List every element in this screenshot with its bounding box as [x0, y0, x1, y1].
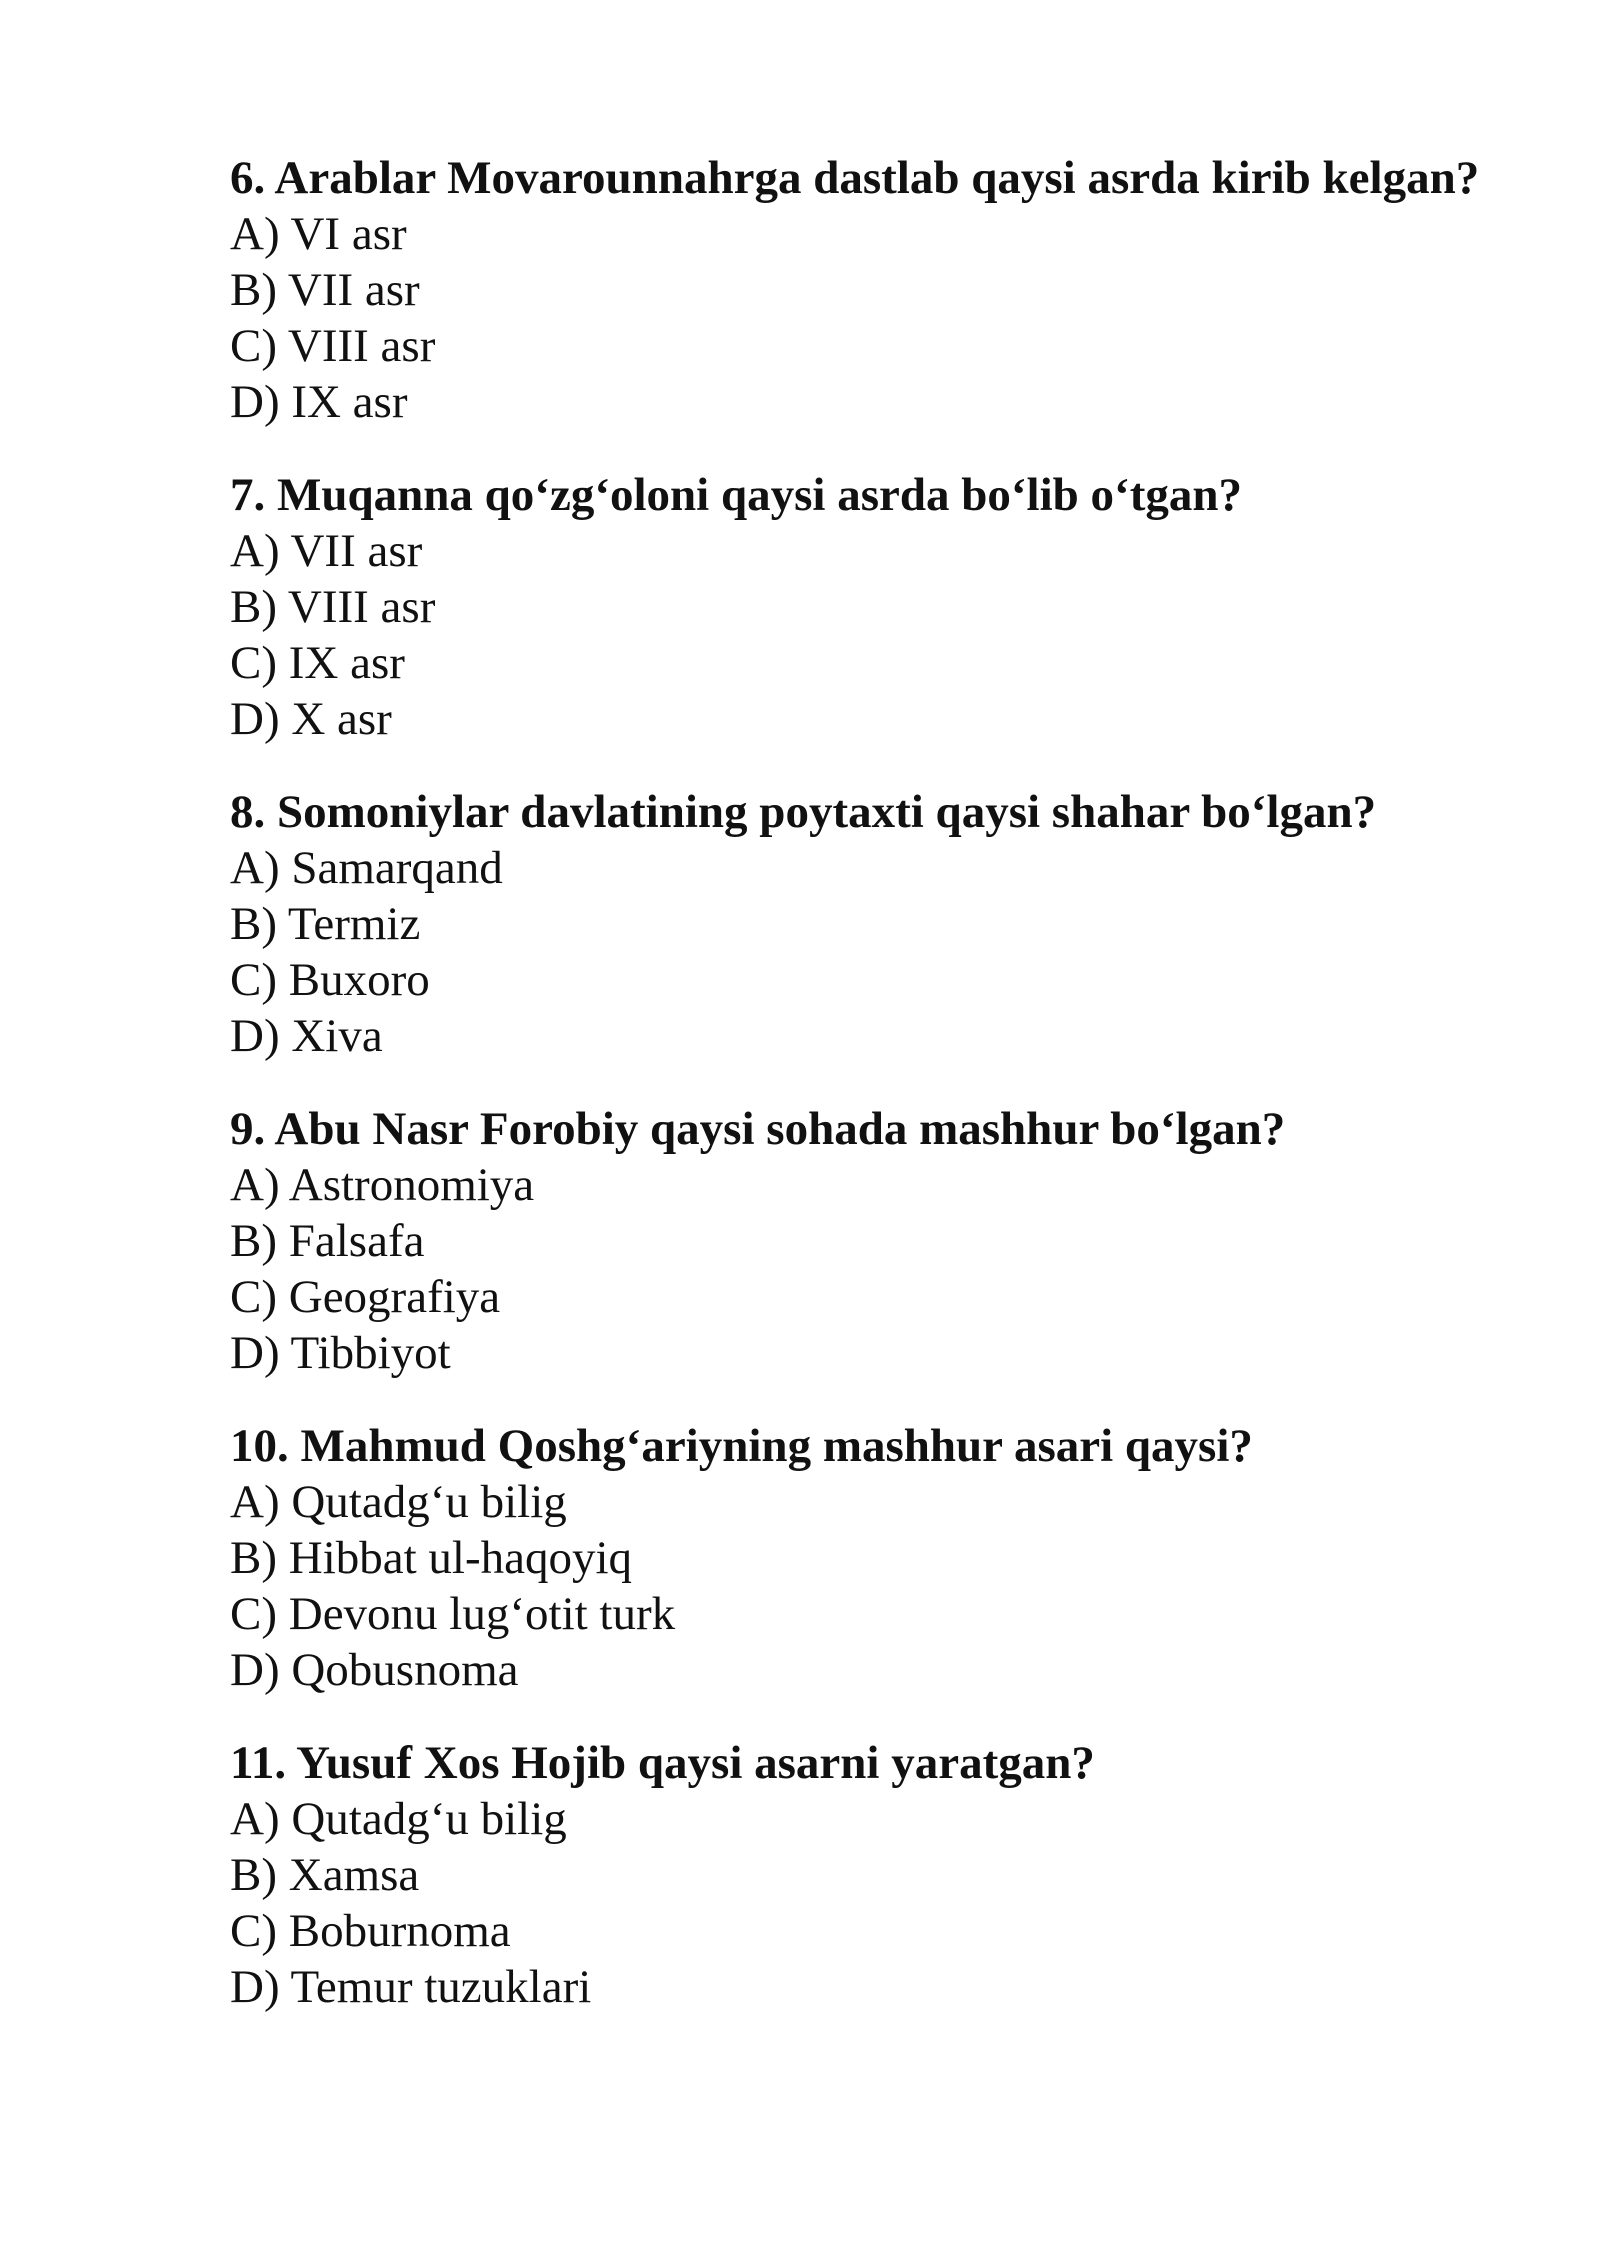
- answer-option: A) VII asr: [230, 525, 423, 577]
- answer-option: D) X asr: [230, 693, 392, 745]
- question-title: 8. Somoniylar davlatining poytaxti qaysi shahar bo‘lgan?: [230, 786, 1377, 838]
- question-block: [230, 784, 1490, 1064]
- answer-option: A) Samarqand: [230, 842, 503, 894]
- question-title: 9. Abu Nasr Forobiy qaysi sohada mashhur bo‘lgan?: [230, 1103, 1286, 1155]
- answer-option: D) Temur tuzuklari: [230, 1961, 592, 2013]
- question-block: [230, 1735, 1490, 2015]
- answer-option: B) VIII asr: [230, 581, 436, 633]
- question-block: [230, 467, 1490, 747]
- answer-option: B) Termiz: [230, 898, 421, 950]
- answer-option: D) Tibbiyot: [230, 1327, 451, 1379]
- answer-option: D) Qobusnoma: [230, 1644, 519, 1696]
- answer-option: A) VI asr: [230, 208, 407, 260]
- answer-option: D) Xiva: [230, 1010, 383, 1062]
- answer-option: C) Geografiya: [230, 1271, 501, 1323]
- question-title: 11. Yusuf Xos Hojib qaysi asarni yaratgan?: [230, 1737, 1095, 1789]
- answer-option: B) VII asr: [230, 264, 420, 316]
- quiz-page: [230, 150, 1490, 2052]
- answer-option: B) Xamsa: [230, 1849, 420, 1901]
- question-title: 6. Arablar Movarounnahrga dastlab qaysi asrda kirib kelgan?: [230, 152, 1480, 204]
- answer-option: C) Devonu lug‘otit turk: [230, 1588, 676, 1640]
- answer-option: B) Falsafa: [230, 1215, 425, 1267]
- question-block: [230, 1418, 1490, 1698]
- answer-option: A) Qutadg‘u bilig: [230, 1793, 567, 1845]
- answer-option: C) VIII asr: [230, 320, 436, 372]
- answer-option: D) IX asr: [230, 376, 408, 428]
- answer-option: B) Hibbat ul-haqoyiq: [230, 1532, 633, 1584]
- question-title: 10. Mahmud Qoshg‘ariyning mashhur asari qaysi?: [230, 1420, 1253, 1472]
- answer-option: C) Buxoro: [230, 954, 430, 1006]
- question-block: [230, 1101, 1490, 1381]
- answer-option: A) Astronomiya: [230, 1159, 535, 1211]
- answer-option: C) Boburnoma: [230, 1905, 511, 1957]
- answer-option: A) Qutadg‘u bilig: [230, 1476, 567, 1528]
- answer-option: C) IX asr: [230, 637, 405, 689]
- question-title: 7. Muqanna qo‘zg‘oloni qaysi asrda bo‘lib o‘tgan?: [230, 469, 1242, 521]
- question-block: [230, 150, 1490, 430]
